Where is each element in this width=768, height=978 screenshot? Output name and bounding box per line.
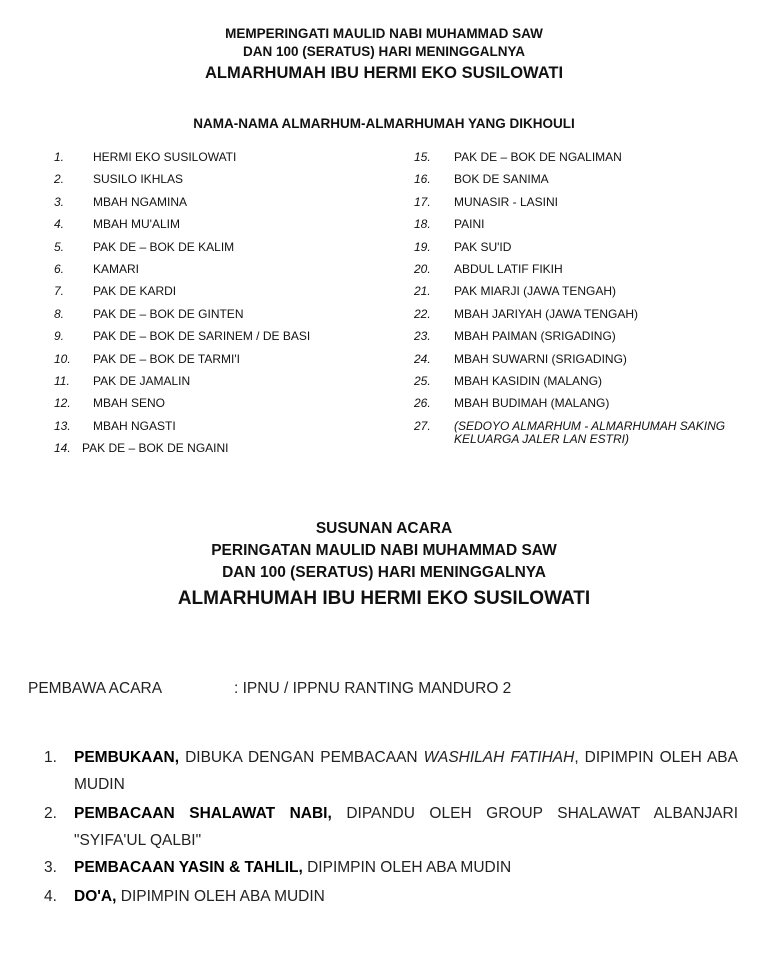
program-line-1: SUSUNAN ACARA [315,520,453,537]
header-line-1: MEMPERINGATI MAULID NABI MUHAMMAD SAW [225,26,543,41]
host-label: PEMBAWA ACARA [28,680,163,697]
program-title: ALMARHUMAH IBU HERMI EKO SUSILOWATI [177,588,591,609]
names-subtitle: NAMA-NAMA ALMARHUM-ALMARHUMAH YANG DIKHOULI [193,116,575,131]
host-value: : IPNU / IPPNU RANTING MANDURO 2 [234,680,512,697]
program-line-2: PERINGATAN MAULID NABI MUHAMMAD SAW [211,542,557,559]
program-line-3: DAN 100 (SERATUS) HARI MENINGGALNYA [222,564,546,581]
header-line-2: DAN 100 (SERATUS) HARI MENINGGALNYA [242,44,526,59]
header-title: ALMARHUMAH IBU HERMI EKO SUSILOWATI [204,64,564,82]
